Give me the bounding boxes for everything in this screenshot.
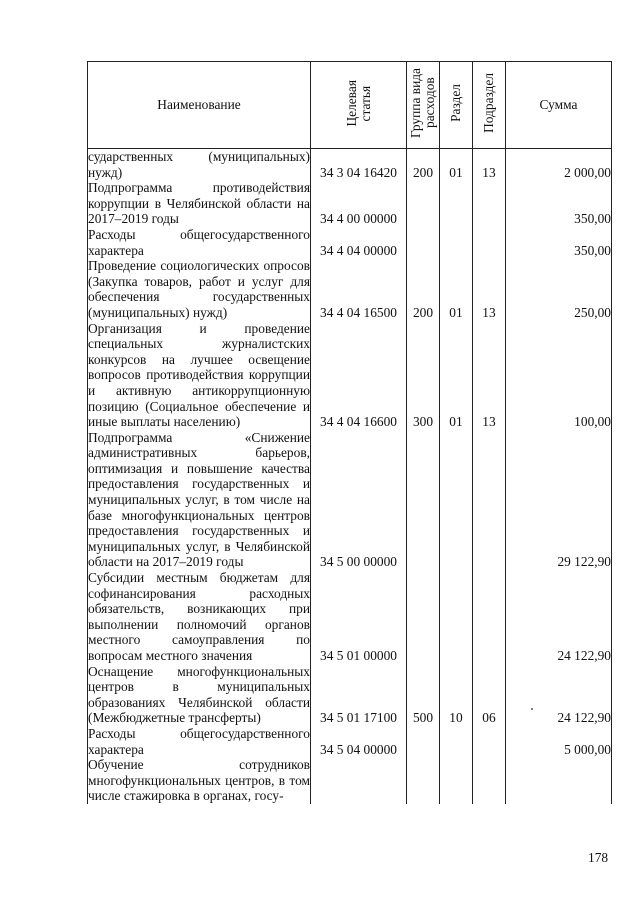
table-row bbox=[88, 664, 612, 726]
row-sum: 24 122,90 bbox=[506, 664, 612, 726]
header-sum: Сумма bbox=[506, 62, 612, 149]
row-sum: 350,00 bbox=[506, 180, 612, 227]
row-section: 01 bbox=[440, 321, 473, 430]
row-sum: 5 000,00 bbox=[506, 726, 612, 757]
row-expense-group: 500 bbox=[407, 664, 440, 726]
row-expense-group bbox=[407, 726, 440, 757]
row-subsection bbox=[473, 227, 506, 258]
row-target-article: 34 5 01 17100 bbox=[311, 664, 407, 726]
header-name: Наименование bbox=[88, 62, 311, 149]
row-section bbox=[440, 430, 473, 570]
table-row bbox=[88, 227, 612, 258]
row-name: сударственных (муниципальных) нужд) bbox=[88, 149, 310, 180]
row-name: Организация и проведение специальных журналистских конкурсов на лучшее освещение вопросов противодействия коррупции и активную антикоррупционную позицию (Социальное обеспечение и иные выплаты населению) bbox=[88, 320, 310, 430]
row-expense-group bbox=[407, 757, 440, 804]
row-subsection bbox=[473, 726, 506, 757]
page-number: 178 bbox=[588, 850, 609, 865]
header-section: Раздел bbox=[440, 62, 473, 149]
row-sum: 250,00 bbox=[506, 258, 612, 320]
table-row bbox=[88, 570, 612, 664]
row-section bbox=[440, 570, 473, 664]
row-subsection bbox=[473, 180, 506, 227]
row-expense-group bbox=[407, 227, 440, 258]
row-expense-group bbox=[407, 570, 440, 664]
row-target-article bbox=[311, 757, 407, 804]
row-name: Расходы общегосударственного характера bbox=[88, 725, 310, 757]
row-section: 01 bbox=[440, 258, 473, 320]
header-subsection: Подраздел bbox=[473, 62, 506, 149]
row-name: Проведение социологических опросов (Закупка товаров, работ и услуг для обеспечения государственных (муниципальных) нужд) bbox=[88, 258, 310, 320]
row-name: Подпрограмма противодействия коррупции в Челябинской области на 2017–2019 годы bbox=[88, 180, 310, 227]
table-row bbox=[88, 180, 612, 227]
row-target-article: 34 4 04 00000 bbox=[311, 227, 407, 258]
row-expense-group bbox=[407, 430, 440, 570]
table-row bbox=[88, 430, 612, 570]
row-section bbox=[440, 227, 473, 258]
row-target-article: 34 5 01 00000 bbox=[311, 570, 407, 664]
row-subsection: 13 bbox=[473, 258, 506, 320]
table-header-row bbox=[88, 62, 612, 149]
row-expense-group bbox=[407, 180, 440, 227]
table-row bbox=[88, 321, 612, 430]
row-name: Субсидии местным бюджетам для софинансирования расходных обязательств, возникающих при выполнении полномочий органов местного самоуправления по вопросам местного значения bbox=[88, 570, 310, 663]
row-name: Обучение сотрудников многофункциональных центров, в том числе стажировка в органах, госу- bbox=[88, 757, 310, 804]
header-expense-group: Группа вида расходов bbox=[407, 62, 440, 149]
row-expense-group: 300 bbox=[407, 321, 440, 430]
header-target-article: Целевая статья bbox=[311, 62, 407, 149]
row-section bbox=[440, 757, 473, 804]
row-subsection: 13 bbox=[473, 149, 506, 181]
scan-dot bbox=[531, 708, 533, 710]
row-sum: 24 122,90 bbox=[506, 570, 612, 664]
row-section bbox=[440, 180, 473, 227]
row-target-article: 34 5 00 00000 bbox=[311, 430, 407, 570]
row-sum: 350,00 bbox=[506, 227, 612, 258]
row-subsection: 06 bbox=[473, 664, 506, 726]
row-section: 01 bbox=[440, 149, 473, 181]
row-name: Расходы общегосударственного характера bbox=[88, 226, 310, 258]
row-subsection bbox=[473, 570, 506, 664]
row-target-article: 34 3 04 16420 bbox=[311, 149, 407, 181]
row-expense-group: 200 bbox=[407, 258, 440, 320]
row-subsection bbox=[473, 757, 506, 804]
row-expense-group: 200 bbox=[407, 149, 440, 181]
row-subsection bbox=[473, 430, 506, 570]
row-section: 10 bbox=[440, 664, 473, 726]
table-row bbox=[88, 258, 612, 320]
table-row bbox=[88, 757, 612, 804]
row-target-article: 34 4 04 16500 bbox=[311, 258, 407, 320]
row-sum: 100,00 bbox=[506, 321, 612, 430]
row-subsection: 13 bbox=[473, 321, 506, 430]
row-target-article: 34 4 00 00000 bbox=[311, 180, 407, 227]
row-sum: 2 000,00 bbox=[506, 149, 612, 181]
row-target-article: 34 5 04 00000 bbox=[311, 726, 407, 757]
row-name: Подпрограмма «Снижение административных барьеров, оптимизация и повышение качества предоставления государственных и муниципальных услуг, в том числе на базе многофункциональных центров предоставления государственных и муниципальных услуг, в Челябинской области на 2017–2019 годы bbox=[88, 429, 310, 570]
row-target-article: 34 4 04 16600 bbox=[311, 321, 407, 430]
row-sum: 29 122,90 bbox=[506, 430, 612, 570]
table-row bbox=[88, 726, 612, 757]
row-name: Оснащение многофункциональных центров в муниципальных образованиях Челябинской области (Межбюджетные трансферты) bbox=[88, 663, 310, 726]
row-sum bbox=[506, 757, 612, 804]
budget-table bbox=[87, 61, 612, 804]
row-section bbox=[440, 726, 473, 757]
table-row bbox=[88, 149, 612, 181]
